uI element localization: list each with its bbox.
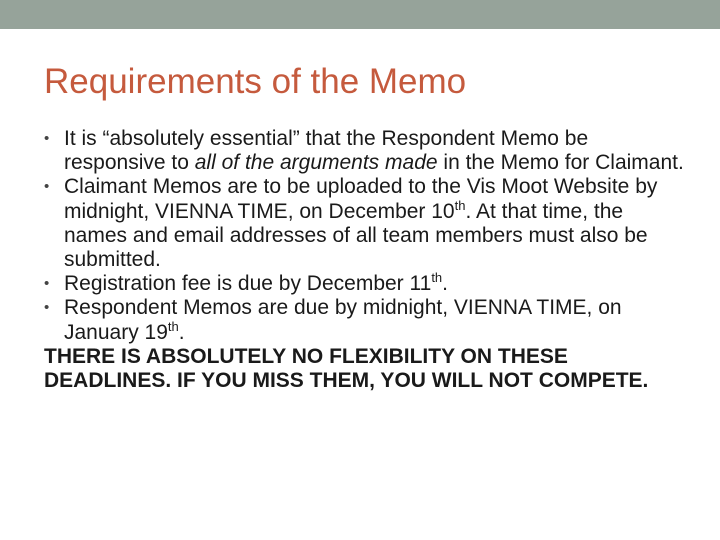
- deadline-warning: THERE IS ABSOLUTELY NO FLEXIBILITY ON THESE DEADLINES. IF YOU MISS THEM, YOU WILL NOT COMPETE.: [44, 344, 649, 393]
- ordinal-suffix: th: [431, 270, 443, 286]
- bullet-text: .: [442, 272, 448, 296]
- bullet-text: in the Memo for Claimant.: [437, 151, 684, 175]
- slide-title: Requirements of the Memo: [44, 62, 467, 101]
- bullet-registration-fee: [44, 272, 684, 296]
- bullet-text: Respondent Memos are due by midnight, VIENNA TIME, on January 19: [64, 296, 622, 344]
- bullet-text: . At that time, the names and email addresses of all team members must also be submitted.: [64, 199, 648, 272]
- slide-body: [44, 127, 684, 393]
- bullet-text: It is “absolutely essential” that the Respondent Memo be responsive to: [64, 127, 589, 175]
- bullet-dot: •: [44, 299, 50, 317]
- bullet-dot: •: [44, 130, 50, 147]
- ordinal-suffix: th: [167, 318, 179, 334]
- bullet-emphasis: all of the arguments made: [194, 151, 438, 175]
- bullet-dot: •: [44, 275, 50, 293]
- bullet-essential: [44, 127, 684, 175]
- bullet-respondent-due: [44, 296, 684, 344]
- bullet-claimant-upload: [44, 175, 684, 272]
- bullet-text: Registration fee is due by December 11: [64, 272, 432, 296]
- bullet-dot: •: [44, 178, 50, 196]
- top-accent-bar: [0, 0, 720, 29]
- bullet-text: .: [178, 320, 185, 344]
- ordinal-suffix: th: [454, 197, 466, 213]
- bullet-text: Claimant Memos are to be uploaded to the Vis Moot Website by midnight, VIENNA TIME, on December 10: [64, 175, 658, 223]
